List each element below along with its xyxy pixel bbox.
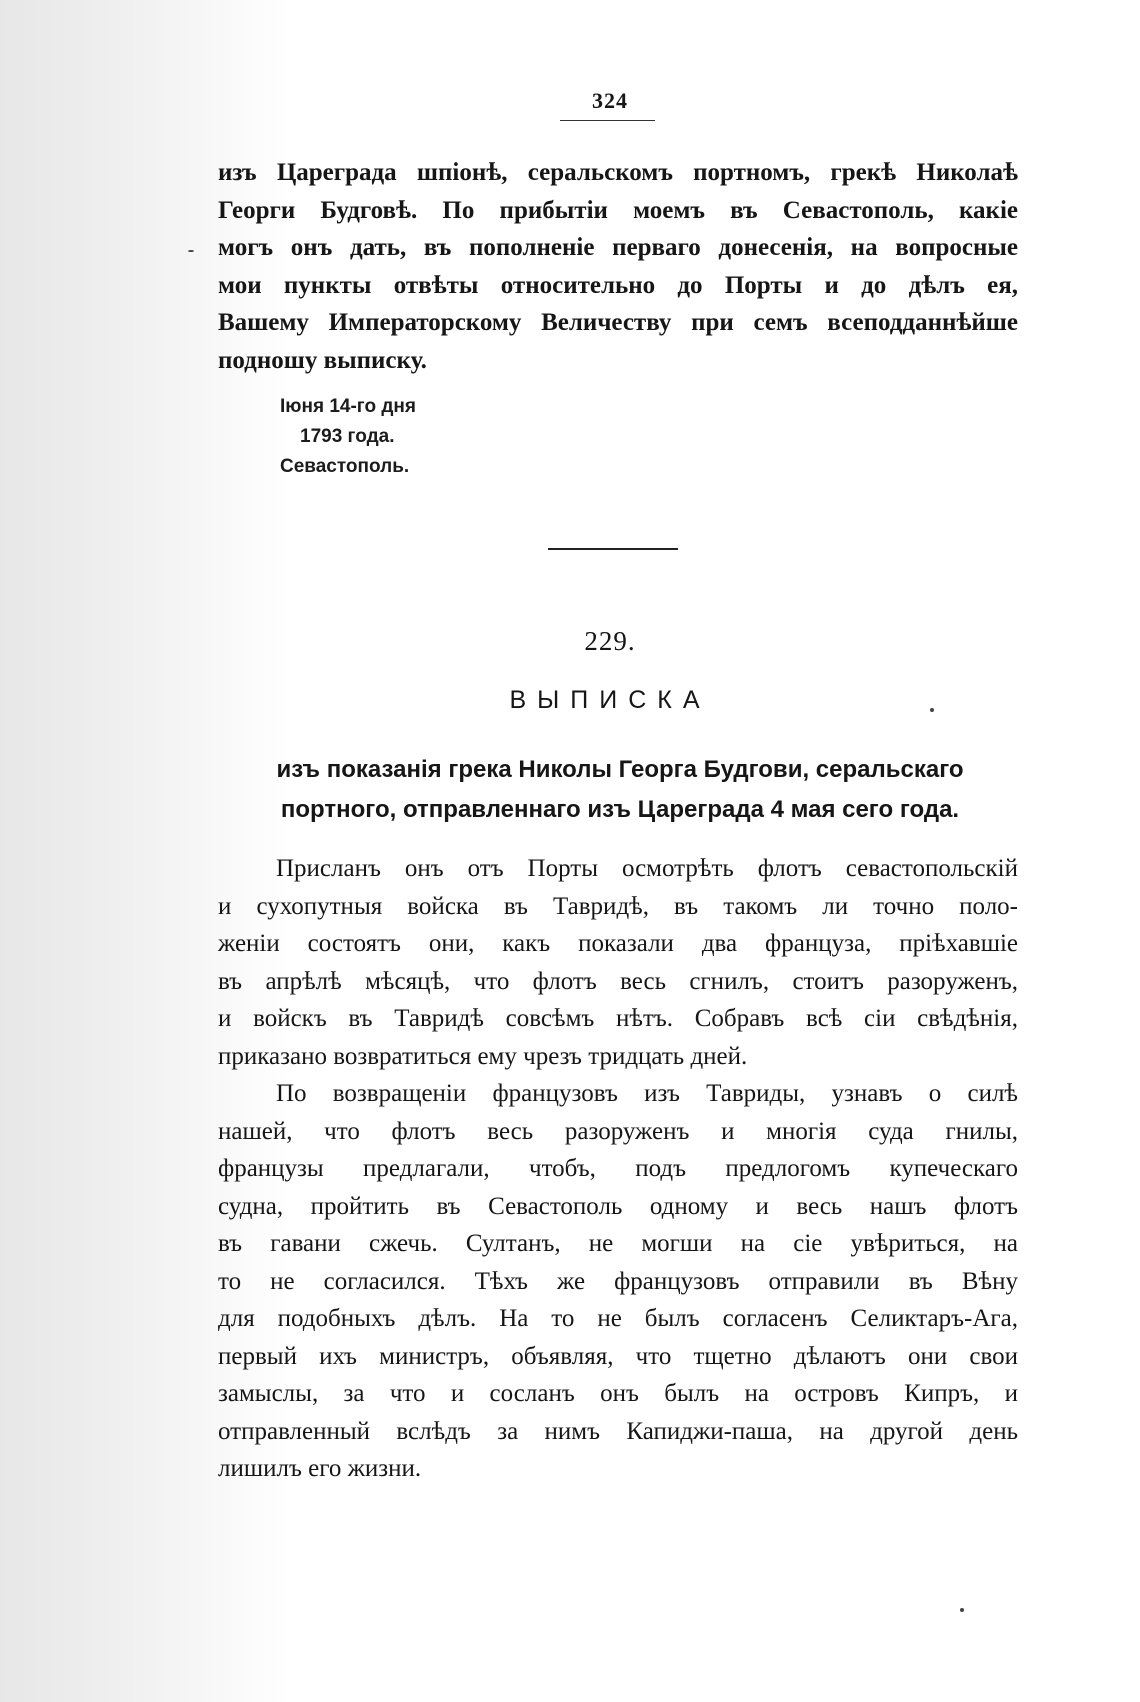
text-line: замыслы, за что и сосланъ онъ былъ на островъ Кипръ, и — [218, 1380, 1018, 1407]
document-subheading — [230, 750, 1010, 830]
page-number-underline — [560, 120, 655, 121]
text-line: въ гавани сжечь. Султанъ, не могши на сіе увѣриться, на — [218, 1230, 1018, 1257]
text-line: и сухопутныя войска въ Тавридѣ, въ такомъ ли точно поло- — [218, 892, 1018, 920]
text-line: мои пункты отвѣты относительно до Порты и до дѣлъ ея, — [218, 271, 1018, 299]
scan-speck — [960, 1608, 964, 1612]
text-line: и войскъ въ Тавридѣ совсѣмъ нѣтъ. Собравъ всѣ сіи свѣдѣнія, — [218, 1005, 1018, 1032]
intro-paragraph — [218, 154, 1018, 379]
text-line: Георги Будговѣ. По прибытіи моемъ въ Севастополь, какіе — [218, 196, 1018, 224]
document-number: 229. — [584, 626, 636, 656]
text-line: первый ихъ министръ, объявляя, что тщетно дѣлаютъ они свои — [218, 1342, 1018, 1370]
text-line: отправленный вслѣдъ за нимъ Капиджи-паша, на другой день — [218, 1417, 1018, 1445]
date-signature — [280, 392, 416, 482]
text-line: Вашему Императорскому Величеству при семъ всеподданнѣйше — [218, 309, 1018, 336]
text-line: изъ Цареграда шпіонѣ, сеpальскомъ портномъ, грекѣ Николаѣ — [218, 159, 1018, 186]
text-line: то не согласился. Тѣхъ же французовъ отправили въ Вѣну — [218, 1267, 1018, 1295]
text-line: женіи состоятъ они, какъ показали два француза, пріѣхавшіе — [218, 930, 1018, 957]
subheading-line: изъ показанія грека Николы Георга Будгови, серальскаго — [276, 756, 964, 783]
document-heading: ВЫПИСКА — [509, 686, 711, 714]
body-text — [218, 850, 1018, 1488]
text-line: французы предлагали, чтобъ, подъ предлогомъ купеческаго — [218, 1155, 1018, 1182]
text-line: судна, пройтить въ Севастополь одному и весь нашъ флотъ — [218, 1192, 1018, 1220]
subheading-line: портного, отправленнаго изъ Цареграда 4 мая сего года. — [280, 796, 960, 823]
scan-speck — [188, 250, 194, 252]
signature-place: Севастополь. — [280, 456, 410, 477]
page-number: 324 — [592, 88, 628, 113]
scan-speck — [930, 708, 934, 712]
text-line: могъ онъ дать, въ пополненіе перваго донесенія, на вопросные — [218, 234, 1018, 261]
text-line: лишилъ его жизни. — [218, 1455, 422, 1482]
section-divider — [548, 548, 678, 550]
text-line: нашей, что флотъ весь разоруженъ и многія суда гнилы, — [218, 1117, 1018, 1145]
text-line: приказано возвратиться ему чрезъ тридцать дней. — [218, 1042, 748, 1070]
text-line: для подобныхъ дѣлъ. На то не былъ согласенъ Селиктаръ-Ага, — [218, 1305, 1018, 1332]
text-line: подношу выписку. — [218, 346, 427, 374]
signature-date: Іюня 14-го дня — [280, 396, 416, 417]
text-line: въ апрѣлѣ мѣсяцѣ, что флотъ весь сгнилъ, стоитъ разоруженъ, — [218, 967, 1018, 995]
text-line: Присланъ онъ отъ Порты осмотрѣть флотъ севастопольскій — [276, 855, 1018, 882]
signature-year: 1793 года. — [300, 426, 395, 447]
text-line: По возвращеніи французовъ изъ Тавриды, узнавъ о силѣ — [276, 1080, 1018, 1107]
